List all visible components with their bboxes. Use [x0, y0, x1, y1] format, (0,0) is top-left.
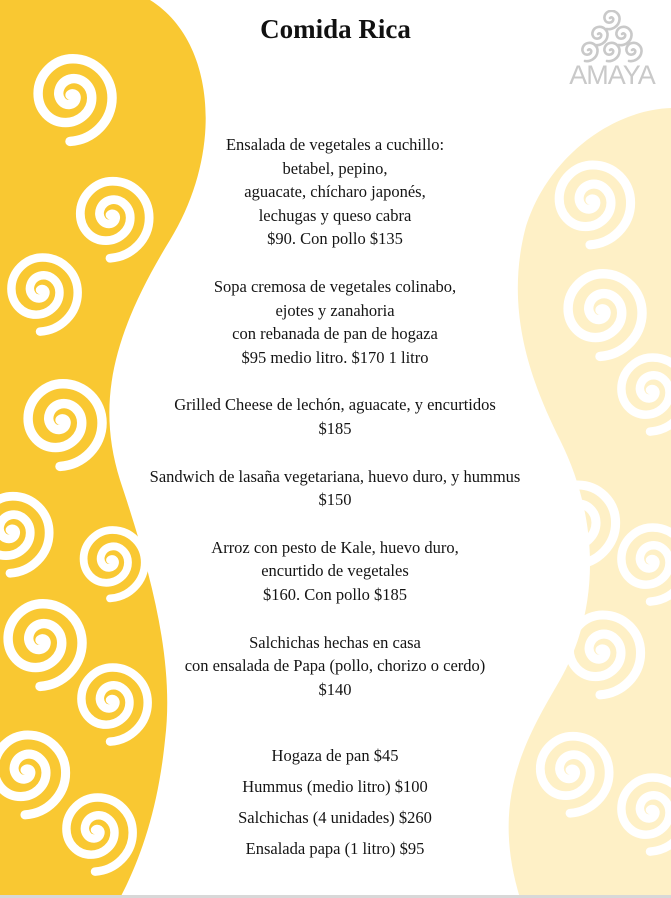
menu-item — [100, 631, 570, 702]
menu-item-line: $90. Con pollo $135 — [267, 229, 403, 249]
menu-item — [100, 133, 570, 251]
extra-item: Salchichas (4 unidades) $260 — [238, 808, 432, 827]
menu-item — [100, 536, 570, 607]
menu-item-line: ejotes y zanahoria — [275, 300, 395, 320]
menu-item-line: Ensalada de vegetales a cuchillo: — [225, 135, 445, 154]
menu-item-line: Grilled Cheese de lechón, aguacate, y encurtidos — [174, 395, 496, 415]
brand-logo-text: AMAYA — [569, 60, 655, 90]
menu-item-line: betabel, pepino, — [282, 158, 388, 178]
menu-item — [100, 465, 570, 512]
menu-item-line: $150 — [318, 490, 352, 510]
menu-item-line: encurtido de vegetales — [261, 561, 409, 581]
menu-item-line: Arroz con pesto de Kale, huevo duro, — [211, 537, 459, 557]
menu-item — [100, 275, 570, 369]
extra-item: Hummus (medio litro) $100 — [242, 777, 428, 796]
menu-item-line: aguacate, chícharo japonés, — [244, 182, 426, 202]
extra-item: Hogaza de pan $45 — [271, 746, 399, 765]
menu-item-line: con rebanada de pan de hogaza — [232, 324, 438, 344]
menu-item-line: $185 — [318, 418, 352, 438]
menu-item-line: lechugas y queso cabra — [258, 205, 412, 225]
menu-item-line: $95 medio litro. $170 1 litro — [241, 347, 429, 367]
menu-list — [100, 133, 570, 725]
menu-item-line: con ensalada de Papa (pollo, chorizo o cerdo) — [184, 656, 486, 676]
menu-item-line: Sopa cremosa de vegetales colinabo, — [213, 276, 457, 296]
menu-item-line: $160. Con pollo $185 — [263, 584, 407, 604]
menu-item — [100, 393, 570, 440]
extra-item: Ensalada papa (1 litro) $95 — [245, 839, 425, 858]
extras-list — [100, 744, 570, 868]
menu-item-line: Sandwich de lasaña vegetariana, huevo duro, y hummus — [149, 466, 521, 486]
page-title: Comida Rica — [260, 14, 411, 44]
menu-item-line: $140 — [318, 679, 352, 699]
menu-item-line: Salchichas hechas en casa — [249, 632, 421, 652]
